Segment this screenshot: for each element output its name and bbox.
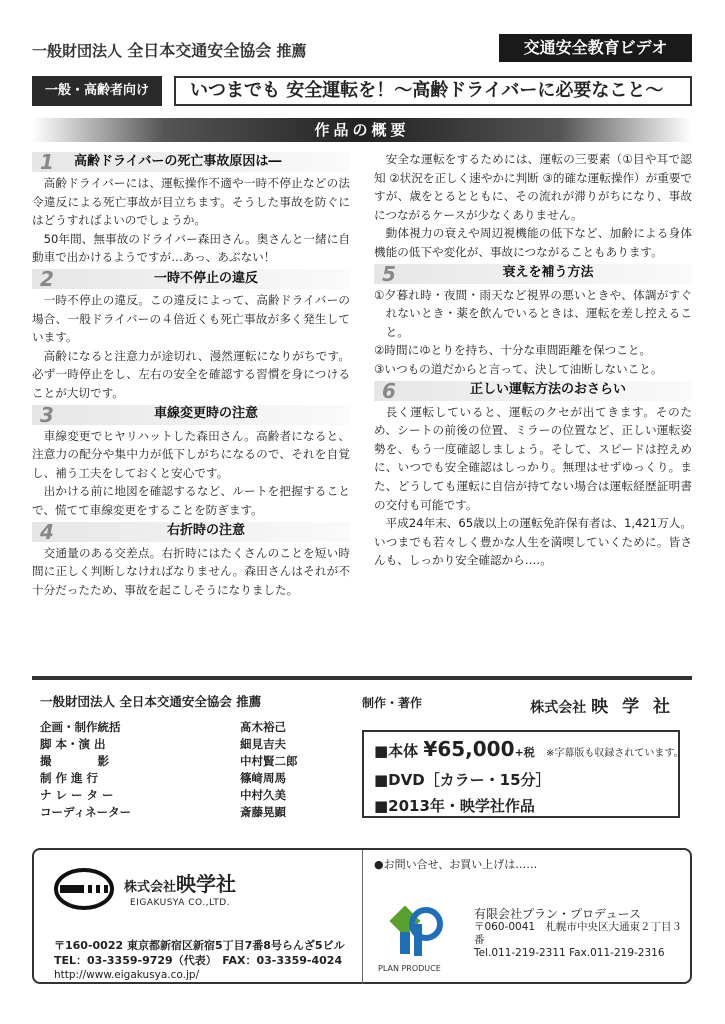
company-prefix: 株式会社: [530, 700, 587, 716]
inquiry-label: ●お問い合せ、お買い上げは……: [374, 858, 538, 871]
table-row: [40, 786, 298, 803]
org-prefix: 一般財団法人: [32, 42, 123, 60]
section-heading: [32, 266, 350, 291]
main-title: いつまでも 安全運転を！～高齢ドライバーに必要なこと～: [174, 76, 692, 106]
format-line: ■DVD［カラー・15分］: [374, 771, 551, 789]
paragraph: 交通量のある交差点。右折時にはたくさんのことを短い時間に正しく判断しなければなりません。森田さんはそれが不十分だったため、事故を起こしそうになりました。: [32, 545, 350, 597]
footer-box: [32, 848, 692, 984]
distributor-phone: Tel.011-219-2311 Fax.011-219-2316: [474, 947, 665, 959]
section-number: 5: [382, 261, 396, 286]
left-column: [32, 150, 350, 599]
section-title: 高齢ドライバーの死亡事故原因は―: [74, 153, 282, 169]
section-heading: [32, 152, 350, 172]
paragraph: 一時不停止の違反。この違反によって、高齢ドライバーの場合、一般ドライバーの４倍近くも死亡事故が多く発生しています。: [32, 292, 350, 345]
recommend-label: 推薦: [276, 42, 307, 60]
paragraph: 車線変更でヒヤリハットした森田さん。高齢者になると、注意力の配分や集中力が低下しがちになるので、それを自覚し、補う工夫をしておくと安心です。: [32, 428, 350, 480]
credit-role: 制 作 進 行: [40, 770, 99, 785]
credit-name: 髙木裕己: [240, 719, 286, 734]
footer-separator: [362, 850, 363, 984]
paragraph: 動体視力の衰えや周辺視機能の低下など、加齢による身体機能の低下や変化が、事故につながることもあります。: [374, 226, 692, 259]
category-badge: 交通安全教育ビデオ: [499, 34, 692, 62]
section-title: 右折時の注意: [166, 523, 245, 539]
overview-bar: [32, 118, 692, 142]
eigakusya-logo-icon: [54, 868, 114, 910]
production-label: 制作・著作: [362, 696, 423, 710]
credit-name: 斎藤晃顕: [240, 804, 286, 819]
header: [32, 34, 692, 64]
subtitle-note: ※字幕版も収録されています。: [545, 748, 684, 759]
section-number: 4: [40, 519, 54, 544]
plan-produce-en: PLAN PRODUCE: [378, 964, 441, 973]
phone-line: TEL：03-3359-9729（代表） FAX：03-3359-4024: [54, 954, 343, 967]
section-number: 6: [382, 378, 396, 403]
overview-heading: 作品の概要: [314, 121, 410, 139]
address-line: 〒160-0022 東京都新宿区新宿5丁目7番8号らんざ5ビル: [54, 939, 345, 952]
production-company: [530, 692, 674, 717]
credit-name: 細見吉夫: [240, 736, 286, 751]
credits: [40, 692, 330, 820]
paragraph: 高齢になると注意力が途切れ、漫然運転になりがちです。必ず一時停止をし、左右の安全を確認する習慣を身につけることが大切です。: [32, 348, 350, 400]
paragraph: 安全な運転をするためには、運転の三要素（①目や耳で認知 ②状況を正しく速やかに判断 ③的確な運転操作）が重要ですが、歳をとるとともに、その流れが滞りがちになり、事故につながるケースが少なくありません。: [374, 152, 693, 222]
title-row: [32, 76, 692, 106]
credit-name: 中村賢二郎: [240, 753, 298, 768]
table-row: [40, 752, 298, 769]
section-number: 1: [40, 150, 54, 174]
company-name: 映 学 社: [591, 697, 674, 717]
credit-role: ナ レ ー タ ー: [40, 787, 114, 802]
tax-label: +税: [514, 746, 535, 759]
company-name: 映学社: [176, 872, 237, 896]
year-line: ■2013年・映学社作品: [374, 797, 535, 815]
list-item: ②時間にゆとりを持ち、十分な車間距離を保つこと。: [374, 343, 652, 358]
credit-role: 撮 影: [40, 753, 109, 768]
company-prefix: 株式会社: [124, 880, 177, 895]
section-heading: [374, 261, 692, 286]
company-address: [54, 938, 345, 983]
price-label: ■本体: [374, 742, 419, 760]
list-item: ①夕暮れ時・夜間・雨天など視界の悪いときや、体調がすぐれないとき・薬を飲んでいるときは、運転を差し控えること。: [374, 287, 692, 339]
paragraph: 高齢ドライバーには、運転操作不適や一時不停止などの法令違反による死亡事故が目立ちます。そうした事故を防ぐにはどうすればよいのでしょうか。: [32, 176, 350, 228]
section-title: 衰えを補う方法: [502, 265, 594, 281]
section-title: 正しい運転方法のおさらい: [469, 382, 626, 398]
section-title: 一時不停止の違反: [153, 270, 258, 286]
footer-company: [124, 868, 236, 897]
right-column: [374, 150, 692, 570]
website-link[interactable]: http://www.eigakusya.co.jp/: [54, 969, 200, 981]
org-name: 全日本交通安全協会: [127, 41, 272, 60]
list-item: ③いつもの道だからと言って、決して油断しないこと。: [374, 361, 663, 376]
credit-role: コーディネーター: [40, 804, 132, 819]
paragraph: 長く運転していると、運転のクセが出てきます。そのため、シートの前後の位置、ミラーの位置など、正しい運転姿勢を、もう一度確認しましょう。そして、スピードは控えめに、いつでも安全確認はしっかり。無理はせずゆっくり。また、どうしても運転に自信が持てない場合は運転経歴証明書の交付も可能です。: [374, 404, 692, 512]
section-number: 2: [40, 266, 54, 291]
distributor-info: [474, 908, 690, 960]
audience-label: 一般・高齢者向け: [32, 76, 162, 106]
divider: [32, 676, 692, 680]
table-row: [40, 769, 298, 786]
table-row: [40, 803, 298, 820]
section-heading: [32, 519, 350, 544]
paragraph: 50年間、無事故のドライバー森田さん。奥さんと一緒に自動車で出かけるようですが…あっ、あぶない！: [32, 231, 350, 265]
recommending-org: [32, 38, 307, 61]
section-title: 車線変更時の注意: [153, 406, 258, 422]
credit-name: 篠﨑周馬: [240, 770, 286, 785]
credit-role: 脚 本・演 出: [40, 736, 106, 751]
plan-produce-logo-icon: [384, 902, 454, 962]
price: ¥65,000: [423, 737, 515, 761]
paragraph: 出かける前に地図を確認するなど、ルートを把握することで、慌てて車線変更をすることを防ぎます。: [32, 484, 350, 517]
price-line: [374, 736, 684, 767]
table-row: [40, 718, 298, 735]
table-row: [40, 735, 298, 752]
credit-name: 中村久美: [240, 787, 286, 802]
distributor-address: 〒060-0041 札幌市中央区大通東２丁目３番: [474, 921, 683, 946]
credits-title: 一般財団法人 全日本交通安全協会 推薦: [40, 694, 262, 709]
paragraph: 平成24年末、65歳以上の運転免許保有者は、1,421万人。いつまでも若々しく豊かな人生を満喫していくために。皆さんも、しっかり安全確認から‥‥。: [374, 516, 692, 568]
section-heading: [374, 378, 692, 403]
price-box: [362, 730, 684, 818]
distributor-name: 有限会社プラン・プロデュース: [474, 907, 642, 921]
section-heading: [32, 402, 350, 427]
credit-role: 企画・制作統括: [40, 719, 121, 734]
section-number: 3: [40, 402, 54, 427]
company-en: EIGAKUSYA CO.,LTD.: [130, 898, 231, 908]
credits-table: [40, 718, 298, 820]
